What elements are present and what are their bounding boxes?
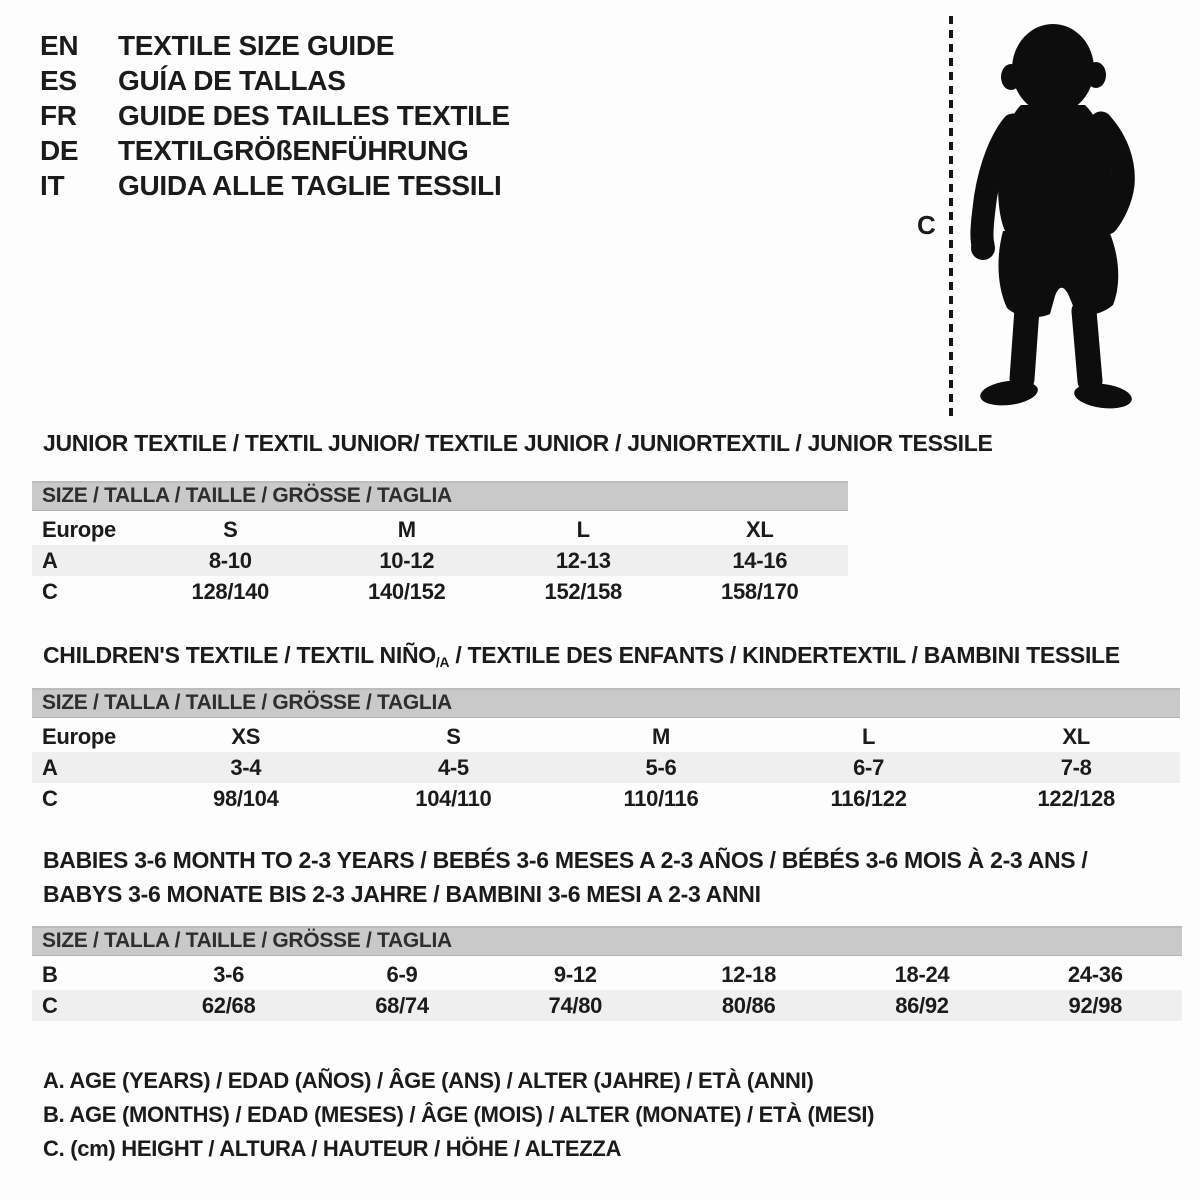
language-title: TEXTILGRÖßENFÜHRUNG (118, 134, 469, 166)
value-cell: 3-4 (230, 754, 262, 780)
size-cell: XL (745, 516, 774, 542)
table-row-age-years (32, 545, 848, 576)
value-cell: 152/158 (544, 578, 622, 604)
value-cell: 122/128 (1037, 785, 1115, 811)
size-header-bar: SIZE / TALLA / TAILLE / GRÖSSE / TAGLIA (32, 926, 1182, 956)
height-dashed-line (949, 16, 953, 416)
row-label: A (42, 754, 58, 780)
legend-line-height: C. (cm) HEIGHT / ALTURA / HAUTEUR / HÖHE / ALTEZZA (43, 1136, 622, 1161)
children-section-title (43, 642, 1120, 670)
babies-title-line2: BABYS 3-6 MONATE BIS 2-3 JAHRE / BAMBINI 3-6 MESI A 2-3 ANNI (43, 881, 761, 907)
language-title: GUÍA DE TALLAS (118, 64, 346, 96)
size-cell: L (862, 723, 876, 749)
table-row-age-months (32, 959, 1182, 990)
size-cell: S (446, 723, 461, 749)
language-row-fr (40, 98, 510, 133)
row-label: B (42, 961, 58, 987)
value-cell: 3-6 (213, 961, 245, 987)
language-title: TEXTILE SIZE GUIDE (118, 29, 395, 61)
value-cell: 4-5 (437, 754, 469, 780)
children-title-subscript: /A (435, 654, 450, 670)
value-cell: 12-13 (555, 547, 611, 573)
value-cell: 12-18 (721, 961, 777, 987)
value-cell: 140/152 (368, 578, 446, 604)
language-row-es (40, 63, 510, 98)
language-row-en (40, 28, 510, 63)
value-cell: 158/170 (721, 578, 799, 604)
value-cell: 6-7 (853, 754, 885, 780)
value-cell: 116/122 (830, 785, 907, 811)
size-cell: L (576, 516, 590, 542)
row-label: C (42, 785, 58, 811)
table-row-age-years (32, 752, 1180, 783)
value-cell: 80/86 (721, 992, 776, 1018)
babies-title-line1: BABIES 3-6 MONTH TO 2-3 YEARS / BEBÉS 3-6 MESES A 2-3 AÑOS / BÉBÉS 3-6 MOIS À 2-3 ANS / (43, 847, 1088, 873)
size-header-bar: SIZE / TALLA / TAILLE / GRÖSSE / TAGLIA (32, 688, 1180, 718)
value-cell: 92/98 (1068, 992, 1123, 1018)
value-cell: 8-10 (208, 547, 252, 573)
row-label: C (42, 578, 58, 604)
value-cell: 6-9 (386, 961, 418, 987)
row-label: Europe (42, 516, 116, 542)
value-cell: 98/104 (213, 785, 279, 811)
table-row-europe (32, 514, 848, 545)
language-row-it (40, 168, 510, 203)
toddler-silhouette-icon (965, 16, 1147, 418)
table-row-height (32, 576, 848, 607)
table-row-height (32, 783, 1180, 814)
size-header-bar: SIZE / TALLA / TAILLE / GRÖSSE / TAGLIA (32, 481, 848, 511)
value-cell: 86/92 (895, 992, 949, 1018)
language-row-de (40, 133, 510, 168)
value-cell: 110/116 (623, 785, 699, 811)
value-cell: 62/68 (201, 992, 256, 1018)
babies-size-table (32, 926, 1182, 1021)
children-title-rest: / TEXTILE DES ENFANTS / KINDERTEXTIL / BAMBINI TESSILE (449, 642, 1120, 668)
legend-line-age-months: B. AGE (MONTHS) / EDAD (MESES) / ÂGE (MOIS) / ALTER (MONATE) / ETÀ (MESI) (43, 1102, 875, 1127)
language-list (40, 28, 510, 203)
language-title: GUIDE DES TAILLES TEXTILE (118, 99, 510, 131)
value-cell: 5-6 (645, 754, 677, 780)
babies-section-title (43, 843, 1088, 911)
size-cell: XL (1062, 723, 1090, 749)
size-cell: S (223, 516, 238, 542)
value-cell: 104/110 (415, 785, 492, 811)
value-cell: 9-12 (553, 961, 597, 987)
legend-line-age-years: A. AGE (YEARS) / EDAD (AÑOS) / ÂGE (ANS) / ALTER (JAHRE) / ETÀ (ANNI) (43, 1068, 814, 1093)
language-code: ES (40, 64, 77, 96)
row-label: Europe (42, 723, 116, 749)
measurement-figure (905, 14, 1155, 426)
junior-section-title: JUNIOR TEXTILE / TEXTIL JUNIOR/ TEXTILE JUNIOR / JUNIORTEXTIL / JUNIOR TESSILE (43, 430, 993, 456)
table-row-europe (32, 721, 1180, 752)
value-cell: 18-24 (894, 961, 950, 987)
language-code: DE (40, 134, 79, 166)
height-measure-label: C (917, 210, 936, 240)
language-title: GUIDA ALLE TAGLIE TESSILI (118, 169, 502, 201)
language-code: EN (40, 29, 79, 61)
legend (43, 1064, 874, 1166)
value-cell: 7-8 (1060, 754, 1092, 780)
value-cell: 24-36 (1067, 961, 1123, 987)
value-cell: 14-16 (732, 547, 788, 573)
language-code: IT (40, 169, 65, 201)
children-size-table (32, 688, 1180, 814)
value-cell: 68/74 (375, 992, 429, 1018)
row-label: A (42, 547, 58, 573)
row-label: C (42, 992, 58, 1018)
junior-size-table (32, 481, 848, 607)
language-code: FR (40, 99, 77, 131)
children-title-main: CHILDREN'S TEXTILE / TEXTIL NIÑO (43, 642, 436, 668)
size-cell: M (651, 723, 670, 749)
value-cell: 74/80 (548, 992, 603, 1018)
value-cell: 10-12 (379, 547, 435, 573)
size-cell: XS (231, 723, 261, 749)
table-row-height (32, 990, 1182, 1021)
size-cell: M (397, 516, 416, 542)
value-cell: 128/140 (191, 578, 269, 604)
